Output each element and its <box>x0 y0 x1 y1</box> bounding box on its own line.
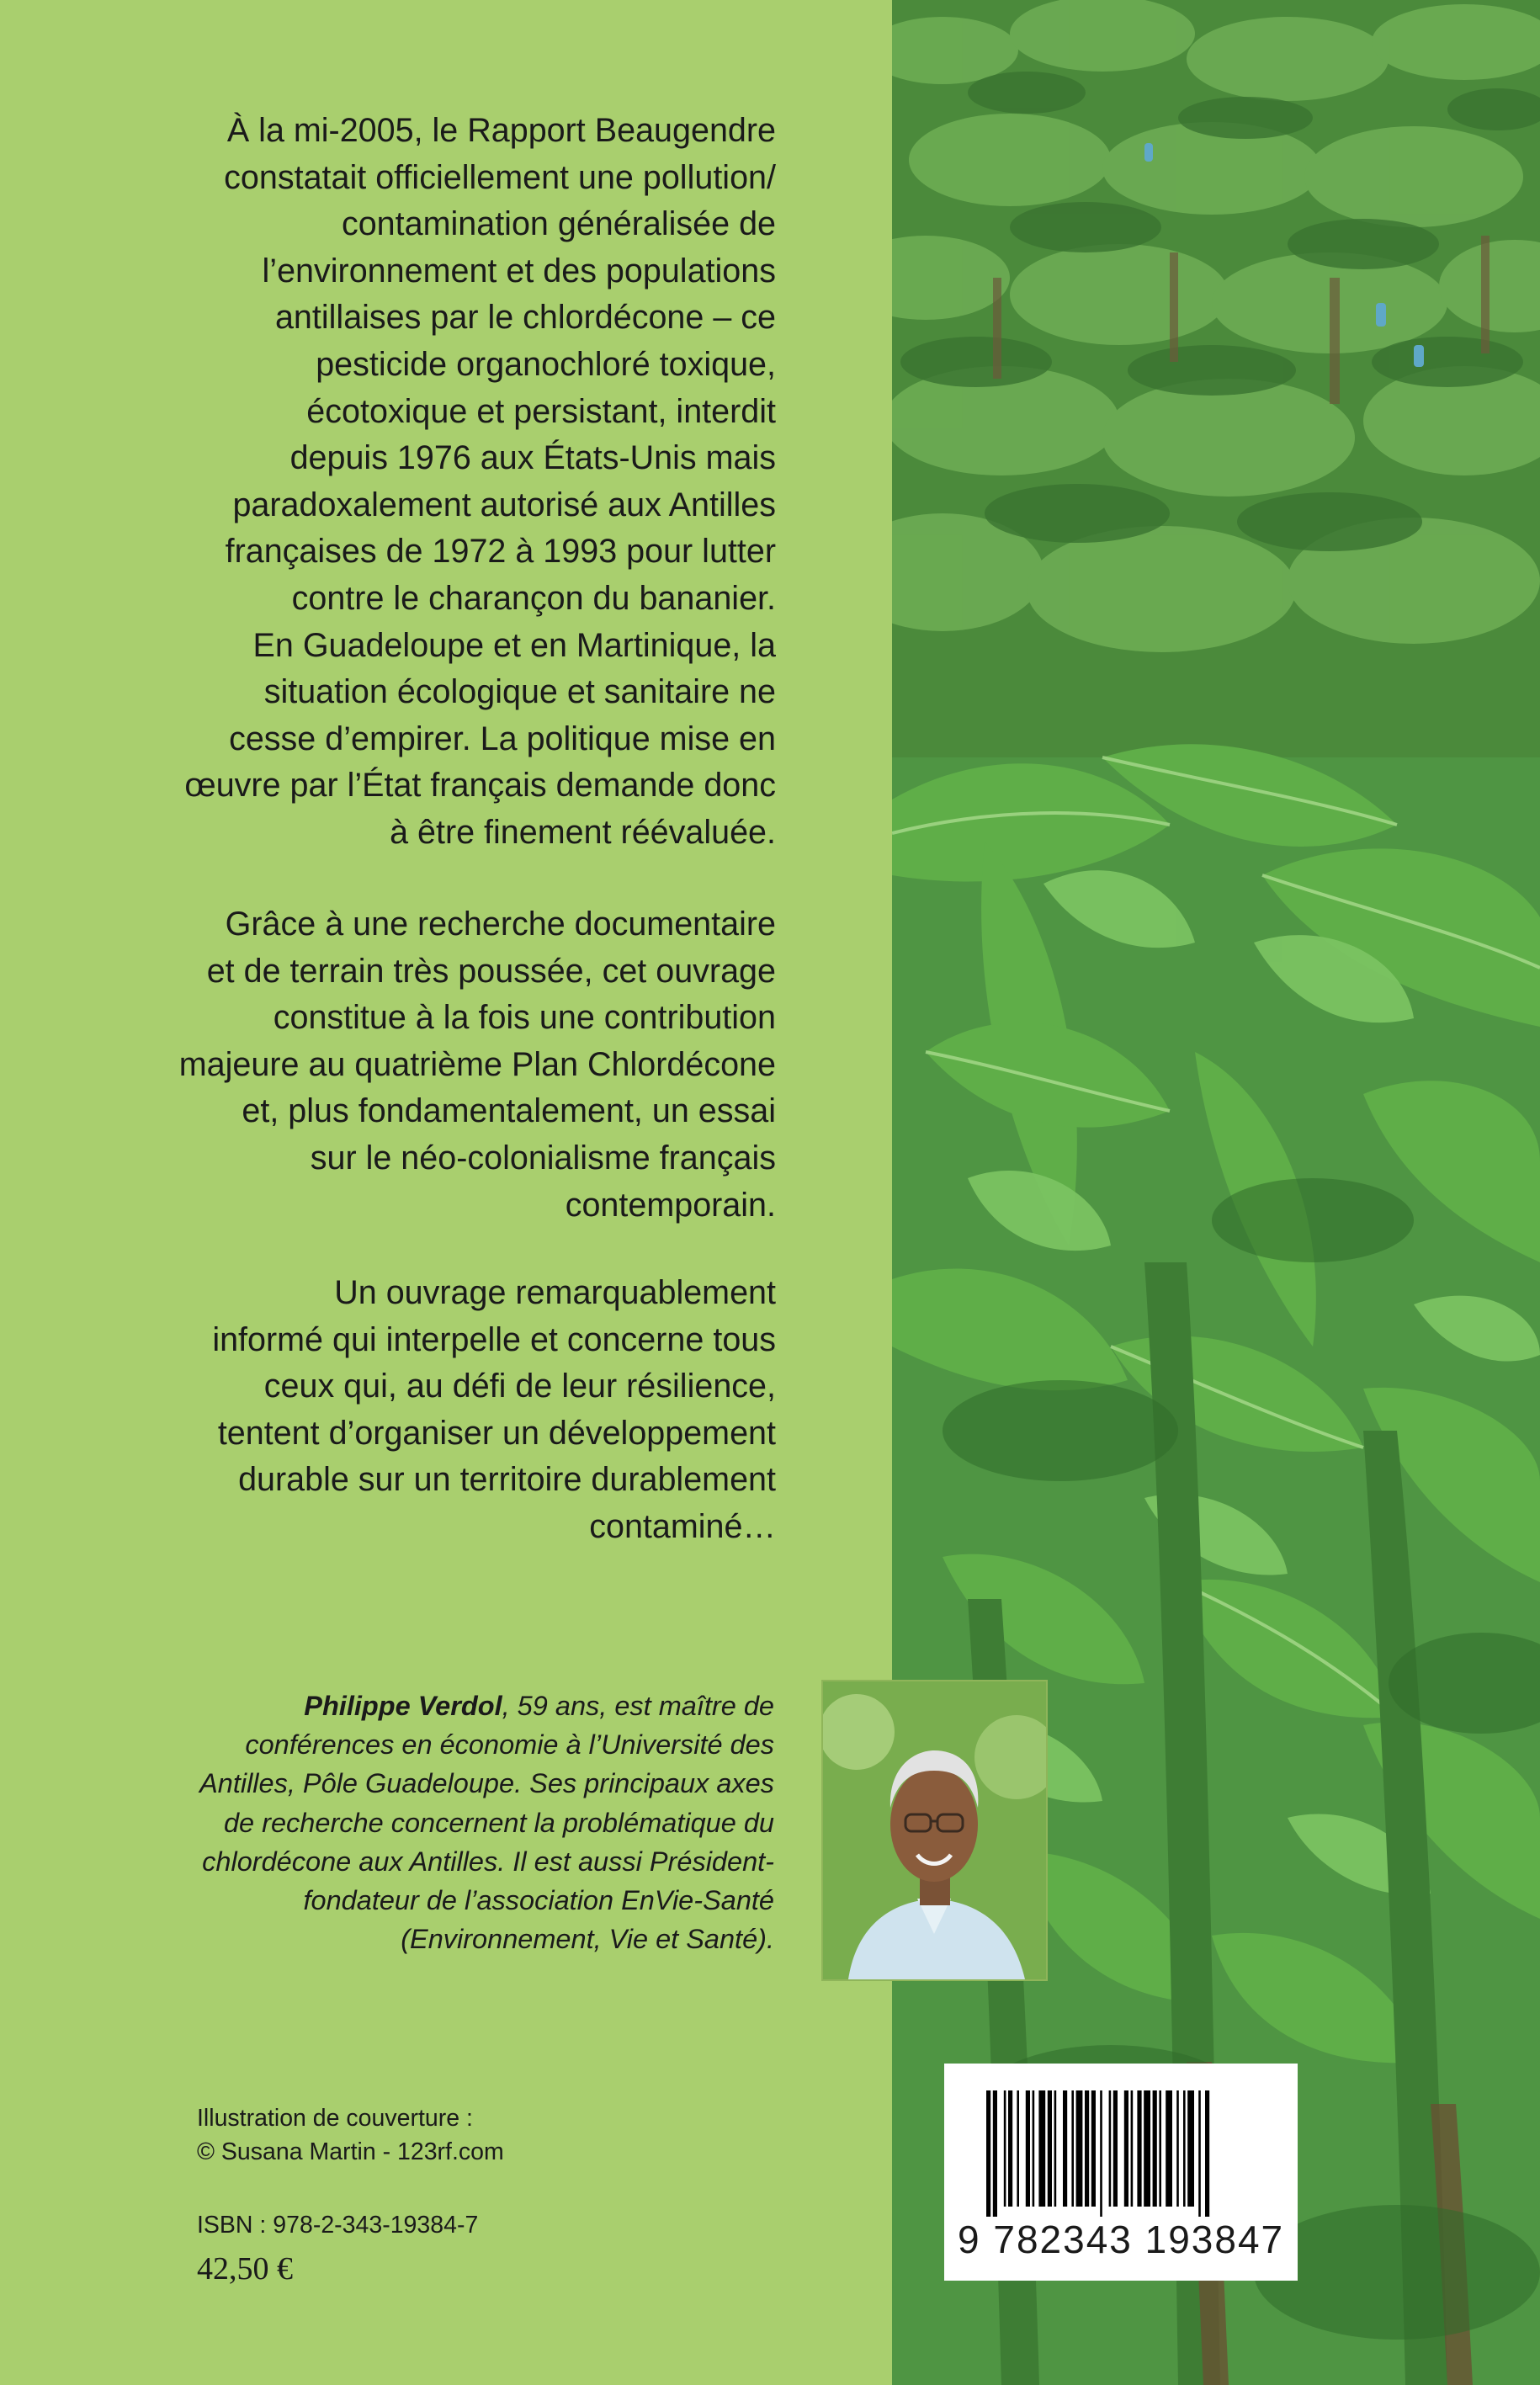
text-line: de recherche concernent la problématique du <box>223 1807 774 1838</box>
barcode-bar <box>1033 2090 1035 2207</box>
barcode-bar <box>1008 2090 1012 2207</box>
author-name: Philippe Verdol <box>304 1691 502 1721</box>
barcode-bar <box>1183 2090 1186 2207</box>
isbn: ISBN : 978-2-343-19384-7 <box>197 2212 479 2239</box>
text-line: majeure au quatrième Plan Chlordécone <box>178 1045 776 1083</box>
barcode-bar <box>1131 2090 1134 2207</box>
blurb-paragraph-1 <box>135 108 776 857</box>
author-photo <box>823 1681 1046 1979</box>
barcode-bar <box>1109 2090 1112 2207</box>
text-line: ceux qui, au défi de leur résilience, <box>263 1368 776 1405</box>
barcode-bar <box>1017 2090 1019 2207</box>
barcode-digits: 9 782343 193847 <box>958 2218 1285 2261</box>
barcode-bar <box>1159 2090 1161 2207</box>
barcode <box>944 2064 1298 2281</box>
barcode-bar <box>1063 2090 1067 2207</box>
text-line: constitue à la fois une contribution <box>273 999 776 1037</box>
blurb-paragraph-3 <box>135 1270 776 1551</box>
barcode-bar <box>1076 2090 1083 2207</box>
text-line: écotoxique et persistant, interdit <box>306 392 776 430</box>
text-line: constatait officiellement une pollution/ <box>224 158 776 196</box>
barcode-bar <box>1187 2090 1194 2207</box>
text-line: œuvre par l’État français demande donc <box>184 767 776 805</box>
text-line: contre le charançon du bananier. <box>291 579 776 617</box>
price: 42,50 € <box>197 2251 293 2287</box>
barcode-bar <box>1176 2090 1179 2207</box>
barcode-bar <box>1137 2090 1141 2207</box>
text-line: sur le néo-colonialisme français <box>310 1139 776 1177</box>
text-line: (Environnement, Vie et Santé). <box>401 1924 774 1955</box>
text-line: antillaises par le chlordécone – ce <box>274 299 776 337</box>
text-line: À la mi-2005, le Rapport Beaugendre <box>226 112 776 149</box>
text-line: Antilles, Pôle Guadeloupe. Ses principaux axes <box>199 1768 774 1799</box>
text-line: Un ouvrage remarquablement <box>334 1274 776 1311</box>
barcode-bar <box>1144 2090 1150 2207</box>
text-line: cesse d’empirer. La politique mise en <box>229 720 776 757</box>
text-line: et, plus fondamentalement, un essai <box>242 1092 776 1130</box>
barcode-bar <box>986 2090 990 2217</box>
barcode-bar <box>1198 2090 1201 2217</box>
barcode-bar <box>1038 2090 1045 2207</box>
text-line: situation écologique et sanitaire ne <box>263 673 776 711</box>
cover-illustration-label: Illustration de couverture : <box>197 2105 473 2132</box>
text-line: pesticide organochloré toxique, <box>316 345 776 383</box>
barcode-bar <box>1048 2090 1052 2207</box>
barcode-bar <box>1100 2090 1102 2217</box>
text-line: paradoxalement autorisé aux Antilles <box>232 486 776 523</box>
barcode-bar <box>1153 2090 1157 2207</box>
text-line: informé qui interpelle et concerne tous <box>212 1320 776 1358</box>
barcode-bar <box>993 2090 997 2217</box>
author-bio <box>135 1686 774 1958</box>
barcode-bar <box>1113 2090 1118 2207</box>
banana-plantation-photo <box>892 0 1540 2385</box>
barcode-bar <box>1026 2090 1030 2207</box>
text-line: conférences en économie à l’Université des <box>245 1729 774 1761</box>
barcode-bars <box>986 2090 1256 2217</box>
text-line: contamination généralisée de <box>341 205 776 243</box>
text-line: contaminé… <box>589 1507 776 1545</box>
author-bio-lines <box>199 1729 774 1954</box>
barcode-bar <box>1054 2090 1057 2207</box>
barcode-bar <box>1091 2090 1096 2207</box>
barcode-bar <box>1124 2090 1128 2207</box>
text-line: depuis 1976 aux États-Unis mais <box>289 439 776 477</box>
text-line: durable sur un territoire durablement <box>238 1461 776 1499</box>
text-line: françaises de 1972 à 1993 pour lutter <box>225 533 776 571</box>
cover-illustration-credit: © Susana Martin - 123rf.com <box>197 2138 504 2165</box>
text-line: l’environnement et des populations <box>262 252 776 289</box>
barcode-bar <box>1071 2090 1074 2207</box>
barcode-bar <box>1166 2090 1172 2207</box>
text-line: à être finement réévaluée. <box>390 813 776 851</box>
text-line: En Guadeloupe et en Martinique, la <box>252 626 776 664</box>
author-bio-first-line: , 59 ans, est maître de <box>502 1691 774 1721</box>
barcode-bar <box>1004 2090 1006 2207</box>
text-line: contemporain. <box>565 1186 776 1224</box>
text-line: Grâce à une recherche documentaire <box>225 906 776 943</box>
text-line: et de terrain très poussée, cet ouvrage <box>206 952 776 990</box>
text-line: chlordécone aux Antilles. Il est aussi Président- <box>202 1846 774 1877</box>
barcode-bar <box>1205 2090 1209 2217</box>
blurb-paragraph-2 <box>135 901 776 1229</box>
text-line: tentent d’organiser un développement <box>217 1414 776 1452</box>
barcode-bar <box>1085 2090 1089 2207</box>
text-line: fondateur de l’association EnVie-Santé <box>303 1885 774 1916</box>
